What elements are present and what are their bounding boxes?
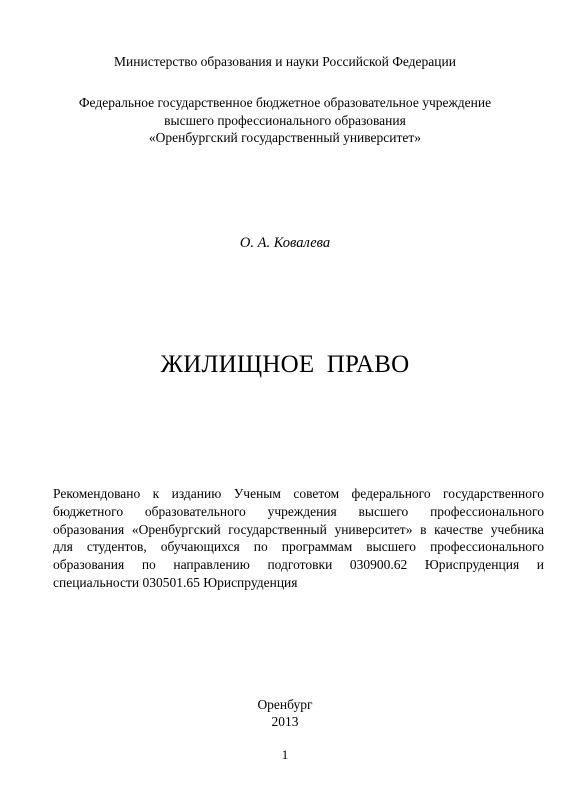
recommendation-line: специальности 030501.65 Юриспруденция <box>53 574 298 590</box>
ministry-name: Министерство образования и науки Российской Федерации <box>114 54 456 69</box>
recommendation-line: для студентов, обучающихся по программам высшего профессионального <box>53 539 544 555</box>
recommendation-line: образования по направлению подготовки 030900.62 Юриспруденция и <box>53 557 544 573</box>
institution-line: высшего профессионального образования <box>164 112 406 128</box>
page-number: 1 <box>281 747 289 762</box>
document-title: ЖИЛИЩНОЕ ПРАВО <box>160 351 410 378</box>
author-name: О. А. Ковалева <box>239 235 331 251</box>
publication-year: 2013 <box>271 714 299 729</box>
recommendation-text <box>53 485 544 592</box>
publication-city: Оренбург <box>257 697 313 712</box>
recommendation-line: образования «Оренбургский государственный университет» в качестве учебника <box>53 521 544 537</box>
institution-line: «Оренбургский государственный университет» <box>148 130 422 145</box>
institution-line: Федеральное государственное бюджетное образовательное учреждение <box>78 95 492 110</box>
institution-name <box>0 94 570 147</box>
recommendation-line: бюджетного образовательного учреждения высшего профессионального <box>53 503 544 519</box>
recommendation-line: Рекомендовано к изданию Ученым советом федерального государственного <box>53 486 544 501</box>
